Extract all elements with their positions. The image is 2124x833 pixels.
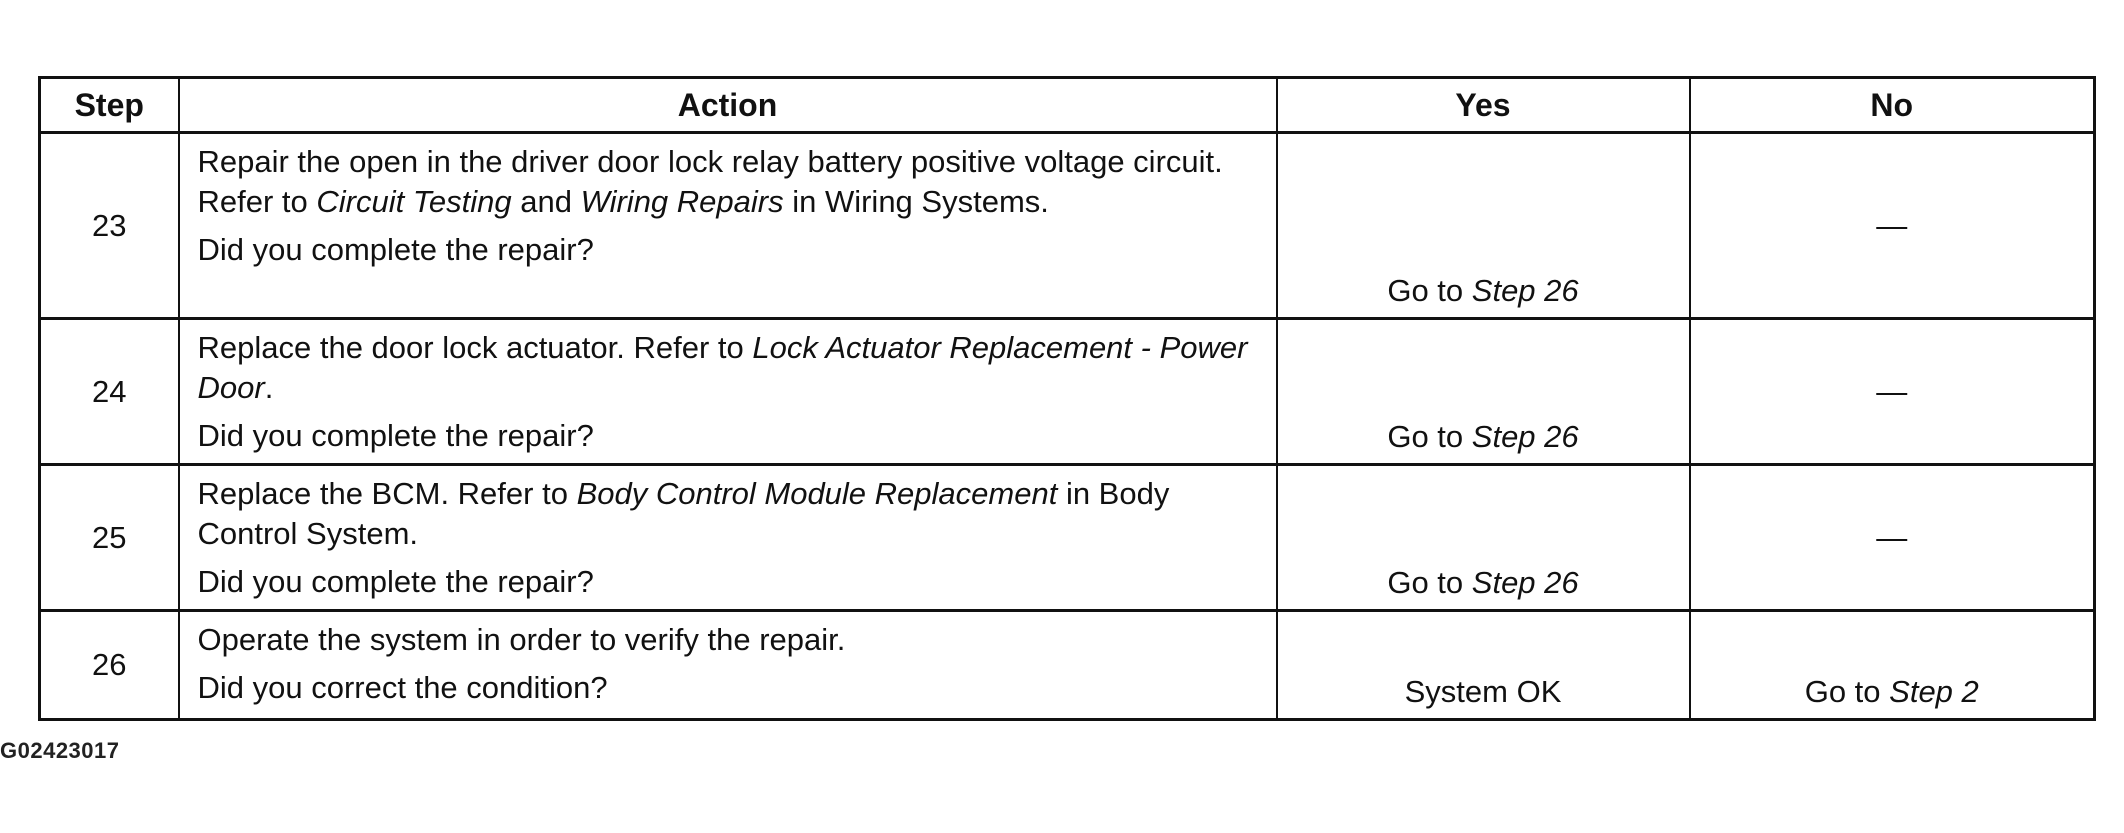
instruction-text: in Body Control System. <box>197 476 1170 551</box>
yes-cell <box>1277 465 1690 611</box>
step-reference: Step 2 <box>1889 674 1979 709</box>
action-question: Did you complete the repair? <box>197 418 594 453</box>
step-number: 26 <box>40 611 179 720</box>
instruction-text: . <box>264 370 274 405</box>
action-instruction <box>198 474 1258 554</box>
action-instruction <box>198 328 1258 408</box>
header-yes: Yes <box>1277 78 1690 133</box>
no-text: — <box>1876 373 1908 409</box>
diagnostic-table-container <box>38 76 2093 721</box>
instruction-text: Replace the door lock actuator. Refer to <box>197 330 753 365</box>
no-cell <box>1690 319 2095 465</box>
table-header-row <box>40 78 2095 133</box>
action-cell <box>179 611 1277 720</box>
instruction-text: and <box>511 184 581 219</box>
no-text: — <box>1876 519 1908 555</box>
instruction-text: in Wiring Systems. <box>783 184 1049 219</box>
reference-link-text: Wiring Repairs <box>580 184 784 219</box>
yes-result <box>1278 271 1689 311</box>
reference-link-text: Circuit Testing <box>316 184 512 219</box>
no-cell <box>1690 465 2095 611</box>
no-dash <box>1691 374 2094 410</box>
yes-result <box>1278 417 1689 457</box>
action-instruction <box>198 620 1258 660</box>
no-cell <box>1690 133 2095 319</box>
no-text: Go to <box>1804 674 1890 709</box>
action-instruction <box>198 142 1258 222</box>
table-row <box>40 319 2095 465</box>
step-reference: Step 26 <box>1471 565 1579 600</box>
yes-result <box>1278 672 1689 712</box>
header-no: No <box>1690 78 2095 133</box>
no-text: — <box>1876 207 1908 243</box>
yes-text: Go to <box>1387 419 1472 454</box>
no-cell <box>1690 611 2095 720</box>
instruction-text: Replace the BCM. Refer to <box>197 476 577 511</box>
step-number: 23 <box>40 133 179 319</box>
header-action: Action <box>179 78 1277 133</box>
table-row <box>40 465 2095 611</box>
yes-result <box>1278 563 1689 603</box>
instruction-text: Operate the system in order to verify the repair. <box>197 622 846 657</box>
reference-link-text: Lock Actuator Replacement - Power Door <box>197 330 1248 405</box>
action-cell <box>179 319 1277 465</box>
step-reference: Step 26 <box>1471 273 1579 308</box>
yes-text: Go to <box>1387 273 1472 308</box>
step-number: 24 <box>40 319 179 465</box>
action-question: Did you complete the repair? <box>197 564 594 599</box>
yes-cell <box>1277 133 1690 319</box>
table-body <box>40 133 2095 720</box>
table-row <box>40 133 2095 319</box>
yes-text: System OK <box>1404 674 1562 709</box>
action-cell <box>179 465 1277 611</box>
reference-link-text: Body Control Module Replacement <box>576 476 1058 511</box>
no-dash <box>1691 520 2094 556</box>
action-cell <box>179 133 1277 319</box>
action-question: Did you correct the condition? <box>197 670 608 705</box>
action-question: Did you complete the repair? <box>197 232 594 267</box>
yes-cell <box>1277 319 1690 465</box>
instruction-text: Repair the open in the driver door lock relay battery positive voltage circuit. Refer to <box>197 144 1223 219</box>
step-reference: Step 26 <box>1471 419 1579 454</box>
figure-id: G02423017 <box>0 738 120 763</box>
header-step: Step <box>40 78 179 133</box>
yes-text: Go to <box>1387 565 1472 600</box>
step-number: 25 <box>40 465 179 611</box>
yes-cell <box>1277 611 1690 720</box>
no-dash <box>1691 208 2094 244</box>
no-result <box>1691 672 2094 712</box>
table-row <box>40 611 2095 720</box>
diagnostic-table <box>38 76 2096 721</box>
